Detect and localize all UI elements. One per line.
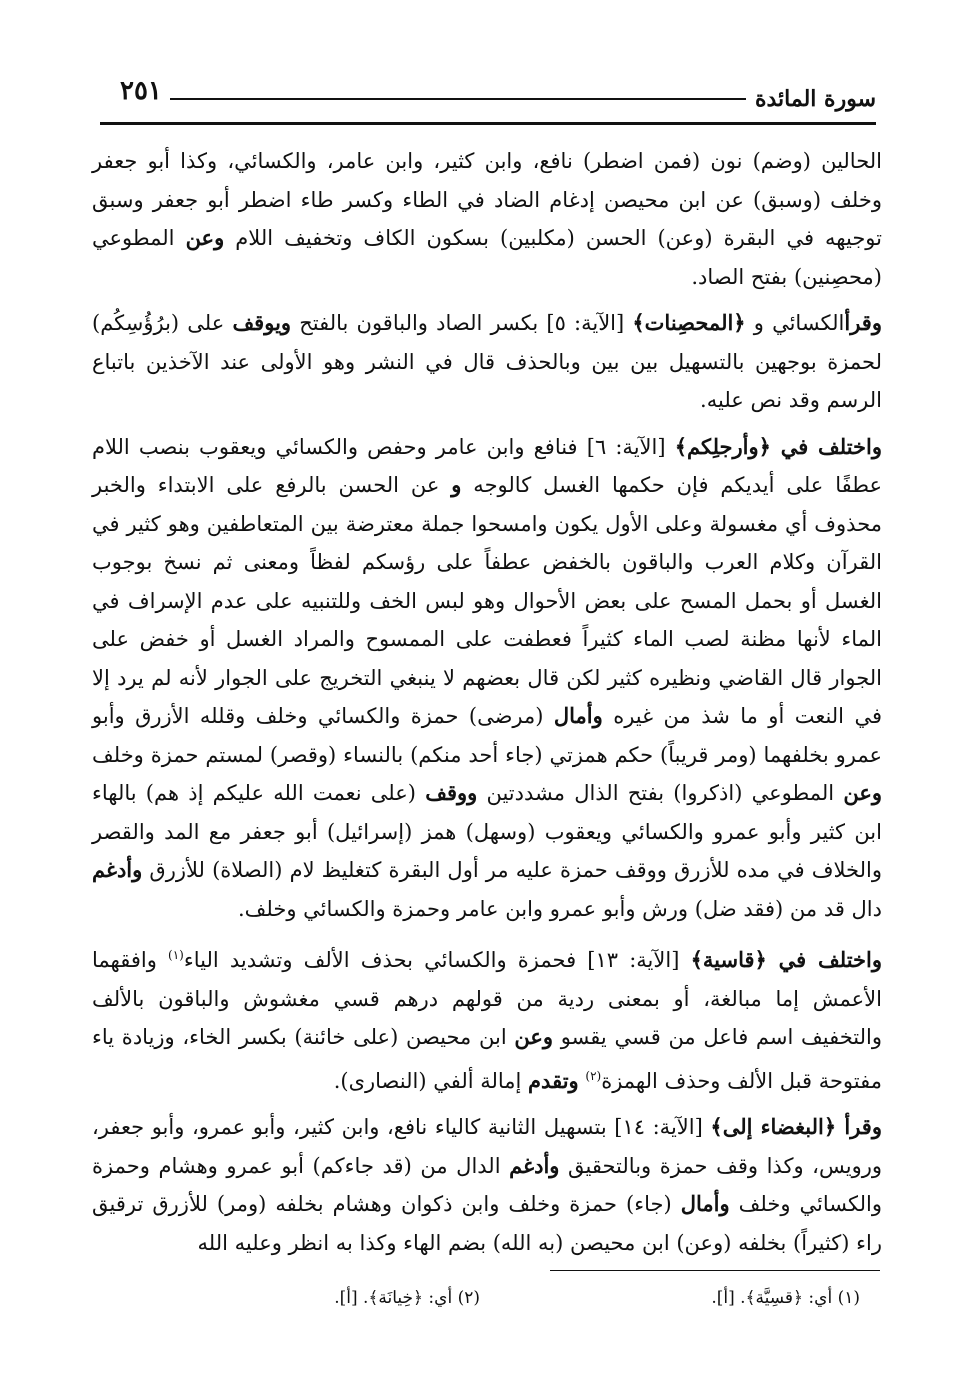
text-segment: [الآية: ٦] فنافع وابن عامر وحفص والكسائي ويعقوب بنصب اللام عطفًا على أيديكم فإن حكمها الغسل كالوجه bbox=[92, 434, 882, 497]
bold-keyword: و bbox=[451, 472, 462, 497]
text-segment: عن الحسن بالرفع على الابتداء والخبر محذوف أي مغسولة وعلى الأول يكون وامسحوا جملة معترضة بين المتعاطفين وهو كثير في القرآن وكلام العرب والباقون بالخفض عطفاً على رؤسكم لفظاً ومعنى ثم نسخ بوجوب الغسل أو بحمل المسح على بعض الأحوال وهو لبس الخف وللتنبيه على عدم الإسراف في الماء لأنها مظنة لصب الماء كثيراً فعطفت على الممسوح والمراد الغسل أو خفض على الجوار قال القاضي ونظيره كثير لكن قال بعضهم لا ينبغي التخريج على الجوار لأنه لم يرد إلا في النعت أو ما شذ من غيره bbox=[92, 473, 882, 728]
text-segment: المطوعي (اذكروا) بفتح الذال مشددتين bbox=[477, 781, 844, 805]
bold-keyword: ﴿قاسية﴾ bbox=[690, 947, 767, 972]
bold-keyword: وأدغم bbox=[92, 857, 143, 882]
bold-keyword: ويوقف bbox=[232, 310, 292, 335]
bold-keyword: واختلف في bbox=[766, 947, 882, 972]
text-segment: المطوعي (محصِنين) بفتح الصاد. bbox=[92, 226, 882, 289]
bold-keyword: ﴿وأرجلِكم﴾ bbox=[674, 433, 771, 459]
text-segment: [الآية: ١٣] فحمزة والكسائي بحذف الألف وتشديد الياء bbox=[183, 948, 691, 972]
text-segment: [الآية: ٥] بكسر الصاد والباقون بالفتح bbox=[291, 311, 633, 335]
bold-keyword: وتقدم bbox=[528, 1067, 579, 1093]
footnote-1: (١) أي: ﴿قسِيَّة﴾. [أ]. bbox=[711, 1288, 860, 1308]
bold-keyword: وقرأ bbox=[836, 1114, 882, 1139]
bold-keyword: واختلف في bbox=[770, 433, 882, 459]
bold-keyword: وقرأ bbox=[844, 310, 882, 335]
text-segment: الكسائي و bbox=[745, 311, 845, 335]
paragraph bbox=[92, 304, 882, 420]
text-segment: على (برُؤُسِكُم) لحمزة بوجهين بالتسهيل بين بين وبالحذف قال في النشر وهو الأولى عند الآخذين باتباع الرسم وقد نص عليه. bbox=[92, 311, 882, 412]
surah-title: سورة المائدة bbox=[754, 86, 876, 112]
text-segment: الدال من (قد جاءكم) أبو عمرو وهشام وحمزة والكسائي وخلف bbox=[92, 1153, 882, 1216]
text-segment: (جاء) حمزة وخلف وابن ذكوان وهشام بخلفه (ومر) للأزرق ترقيق راء (كثيراً) بخلفه (وعن) ابن محيصن (به الله) بضم الهاء وكذا به انظر وعليه الله bbox=[92, 1192, 882, 1255]
bold-keyword: ﴿البغضاء إلى﴾ bbox=[710, 1114, 837, 1139]
page-number: ٢٥١ bbox=[120, 76, 162, 106]
paragraph bbox=[92, 936, 882, 1100]
header-rule bbox=[170, 98, 746, 100]
bold-keyword: وأمال bbox=[680, 1191, 730, 1216]
header-underline bbox=[100, 122, 876, 125]
text-segment: (مرضى) حمزة والكسائي وخلف وقلله الأزرق وأبو عمرو بخلفهما (ومر قريباً) حكم همزتي (جاء أحد منكم) بالنساء (وقصر) لمستم حمزة وخلف bbox=[92, 704, 882, 767]
text-segment: وافقهما الأعمش إما مبالغة، أو بمعنى ردية من قولهم درهم قسي مغشوش والباقون بالألف والتخفيف اسم فاعل من قسي يقسو bbox=[92, 948, 882, 1049]
main-text bbox=[92, 142, 882, 1270]
paragraph bbox=[92, 1108, 882, 1262]
footnote-marker: (١) bbox=[168, 948, 184, 962]
bold-keyword: وأدغم bbox=[509, 1152, 560, 1178]
bold-keyword: وعن bbox=[185, 225, 225, 250]
text-segment: إمالة ألفي (النصارى). bbox=[333, 1068, 529, 1093]
paragraph bbox=[92, 142, 882, 296]
bold-keyword: وعن bbox=[514, 1024, 554, 1049]
footnote-2: (٢) أي: ﴿خِيانَة﴾. [أ]. bbox=[334, 1288, 480, 1308]
bold-keyword: ﴿المحصِنات﴾ bbox=[632, 310, 746, 335]
paragraph bbox=[92, 428, 882, 929]
bold-keyword: ووقف bbox=[425, 780, 478, 805]
text-segment: الحالين (وضم) نون (فمن اضطر) نافع، وابن كثير، وابن عامر، والكسائي، وكذا أبو جعفر وخلف (وسبق) عن ابن محيصن إدغام الضاد في الطاء وكسر طاء اضطر أبو جعفر وسبق توجيهه في البقرة (وعن) الحسن (مكلبين) بسكون الكاف وتخفيف اللام bbox=[92, 149, 882, 250]
text-segment: [الآية: ١٤] بتسهيل الثانية كالياء نافع، وابن كثير، وأبو عمرو، وأبو جعفر، ورويس، وكذا وقف حمزة وبالتحقيق bbox=[92, 1115, 882, 1178]
bold-keyword: وعن bbox=[843, 780, 882, 805]
footnote-separator bbox=[550, 1270, 880, 1271]
footnote-marker: (٢) bbox=[585, 1068, 602, 1083]
text-segment: ابن محيصن (على خائنة) بكسر الخاء، وزيادة ياء مفتوحة قبل الألف وحذف الهمزة bbox=[92, 1025, 882, 1093]
bold-keyword: وأمال bbox=[553, 703, 603, 728]
page-header bbox=[100, 70, 876, 130]
text-segment: (على نعمت الله عليكم إذ هم) بالهاء ابن كثير وأبو عمرو والكسائي ويعقوب (وسهل) همز (إسرائيل) أبو جعفر مع المد والقصر والخلاف في مده للأزرق ووقف حمزة عليه مر أول البقرة كتغليظ لام (الصلاة) للأزرق bbox=[92, 781, 882, 882]
text-segment: دال قد من (فقد ضل) ورش وأبو عمرو وابن عامر وحمزة والكسائي وخلف. bbox=[238, 896, 882, 921]
